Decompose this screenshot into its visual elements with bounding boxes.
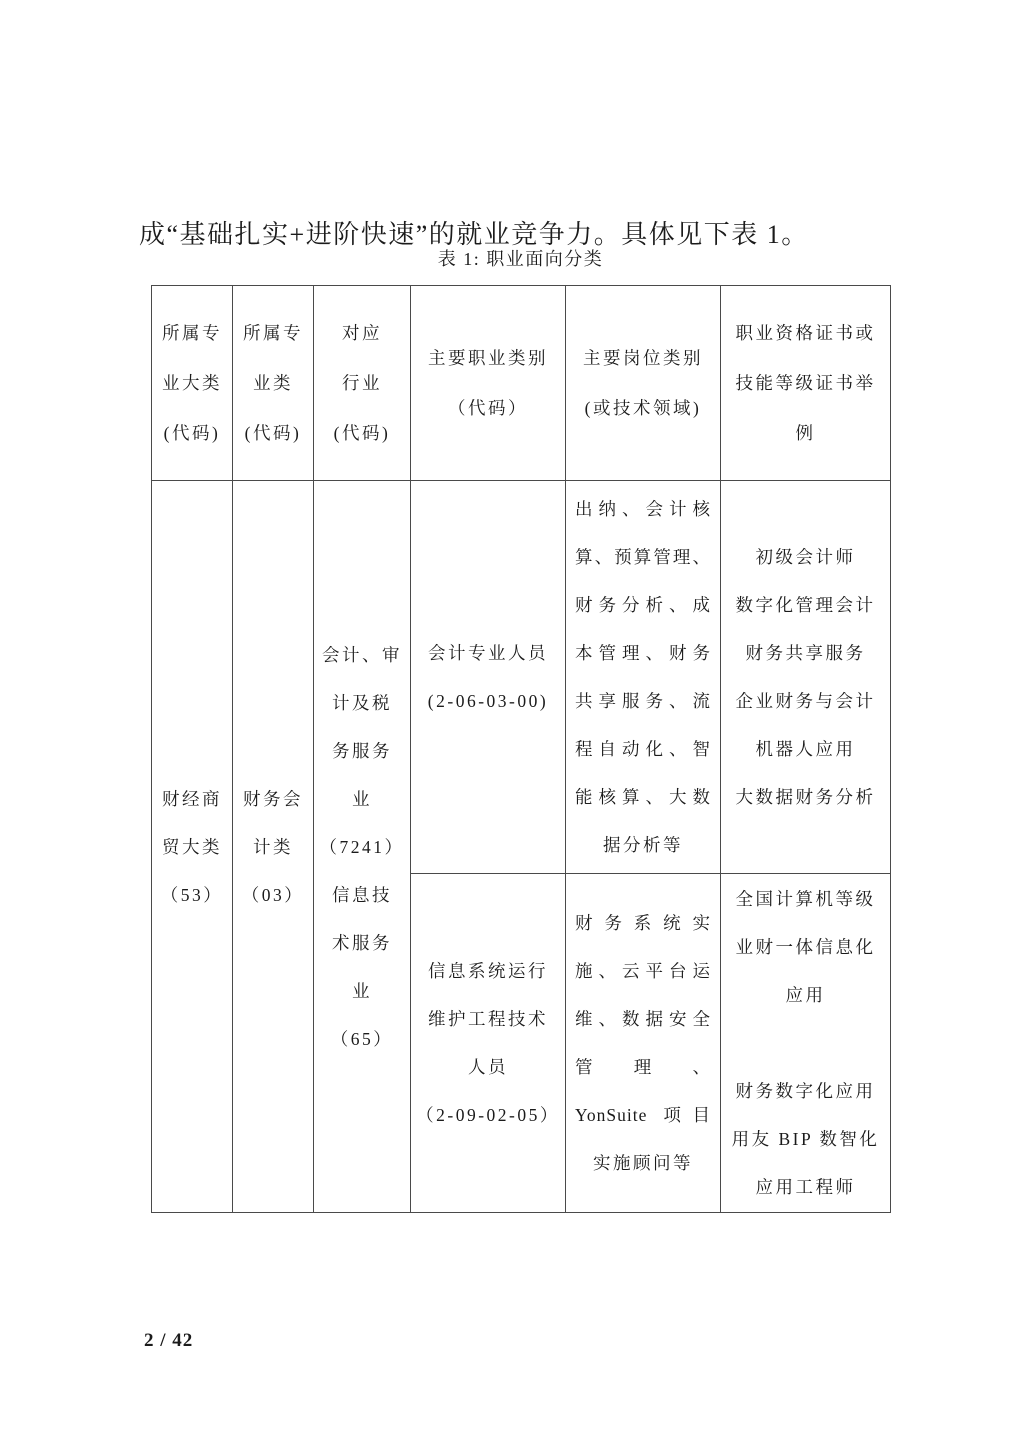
text-line: 初级会计师 [755,547,856,567]
cell-positions-accounting [566,481,721,874]
cell-certificates-it [721,874,891,1213]
text-line: 能核算、大数 [575,787,711,807]
text-line: 财务共享服务 [745,643,866,663]
text-line: 业 [352,788,372,809]
col-header-major-category [152,286,233,481]
col-header-occupation [411,286,566,481]
text-line: 信息系统运行 [428,961,548,981]
text-line: （7241） [319,836,405,857]
text-line: 全国计算机等级 [735,889,876,909]
text-line: 程自动化、智 [575,739,711,759]
text-line: 计及税 [332,692,392,713]
text-line: 应用工程师 [755,1177,856,1197]
text-line: 维、数据安全 [575,1009,711,1029]
text-line: 业类 [253,373,293,393]
text-line: 数字化管理会计 [735,595,876,615]
text-line: 财务系统实 [575,913,711,933]
text-line: 财经商 [162,788,222,809]
text-line: 维护工程技术 [428,1009,548,1029]
text-line: 业大类 [162,373,222,393]
cell-occupation-it [411,874,566,1213]
text-line: (代码) [333,423,391,443]
table-header-row [152,286,891,481]
text-line: 术服务 [332,932,392,953]
text-line: (2-06-03-00) [427,691,549,711]
text-line: 人员 [468,1057,508,1077]
text-line: （03） [241,884,305,905]
text-line: (或技术领域) [584,398,702,418]
text-line: 贸大类 [162,836,222,857]
text-line: （2-09-02-05） [416,1105,560,1125]
cell-industry [314,481,411,1213]
cell-occupation-accounting [411,481,566,874]
text-line: （65） [330,1028,394,1049]
text-line: 计类 [253,836,293,857]
text-line: 大数据财务分析 [735,787,876,807]
col-header-certificates [721,286,891,481]
text-line: 务服务 [332,740,392,761]
career-orientation-table [151,285,891,1213]
text-line: 主要职业类别 [428,348,548,368]
text-line: 本管理、财务 [575,643,711,663]
intro-paragraph: 成“基础扎实+进阶快速”的就业竞争力。具体见下表 1。 [139,220,809,249]
text-line: 所属专 [243,323,303,343]
col-header-industry [314,286,411,481]
text-line: (代码) [163,423,221,443]
cell-certificates-accounting [721,481,891,874]
text-line: 用友 BIP 数智化 [731,1129,880,1149]
text-line: 实施顾问等 [593,1153,693,1173]
text-line: 算、预算管理、 [575,547,711,567]
text-line: 财务会 [243,788,303,809]
text-line: 行业 [342,373,382,393]
table-caption: 表 1: 职业面向分类 [437,249,604,269]
text-line: 职业资格证书或 [735,323,876,343]
text-line: （53） [160,884,224,905]
cell-category [233,481,314,1213]
text-line: 所属专 [162,323,222,343]
text-line: 财务数字化应用 [735,1081,876,1101]
table-body-row-1 [152,481,891,874]
cell-positions-it [566,874,721,1213]
text-line: 机器人应用 [755,739,856,759]
text-line: 对应 [342,323,382,343]
text-line: YonSuite 项目 [575,1105,711,1125]
text-line: 共享服务、流 [575,691,711,711]
text-line: 业财一体信息化 [735,937,876,957]
text-line: 例 [795,423,816,443]
col-header-positions [566,286,721,481]
text-line: 会计专业人员 [428,643,548,663]
text-line: 应用 [785,985,826,1005]
text-line: 会计、审 [322,644,402,665]
col-header-category [233,286,314,481]
text-line: 管理、 [575,1057,711,1077]
text-line: 出纳、会计核 [575,499,711,519]
text-line: 业 [352,980,372,1001]
text-line: 据分析等 [603,835,683,855]
text-line: 财务分析、成 [575,595,711,615]
page-number: 2 / 42 [144,1330,194,1351]
text-line [721,1019,890,1067]
text-line: 信息技 [332,884,392,905]
cell-major-category [152,481,233,1213]
text-line: 技能等级证书举 [735,373,876,393]
text-line: 施、云平台运 [575,961,711,981]
text-line: 企业财务与会计 [735,691,876,711]
text-line: (代码) [244,423,302,443]
text-line: （代码） [448,398,528,418]
text-line: 主要岗位类别 [583,348,703,368]
